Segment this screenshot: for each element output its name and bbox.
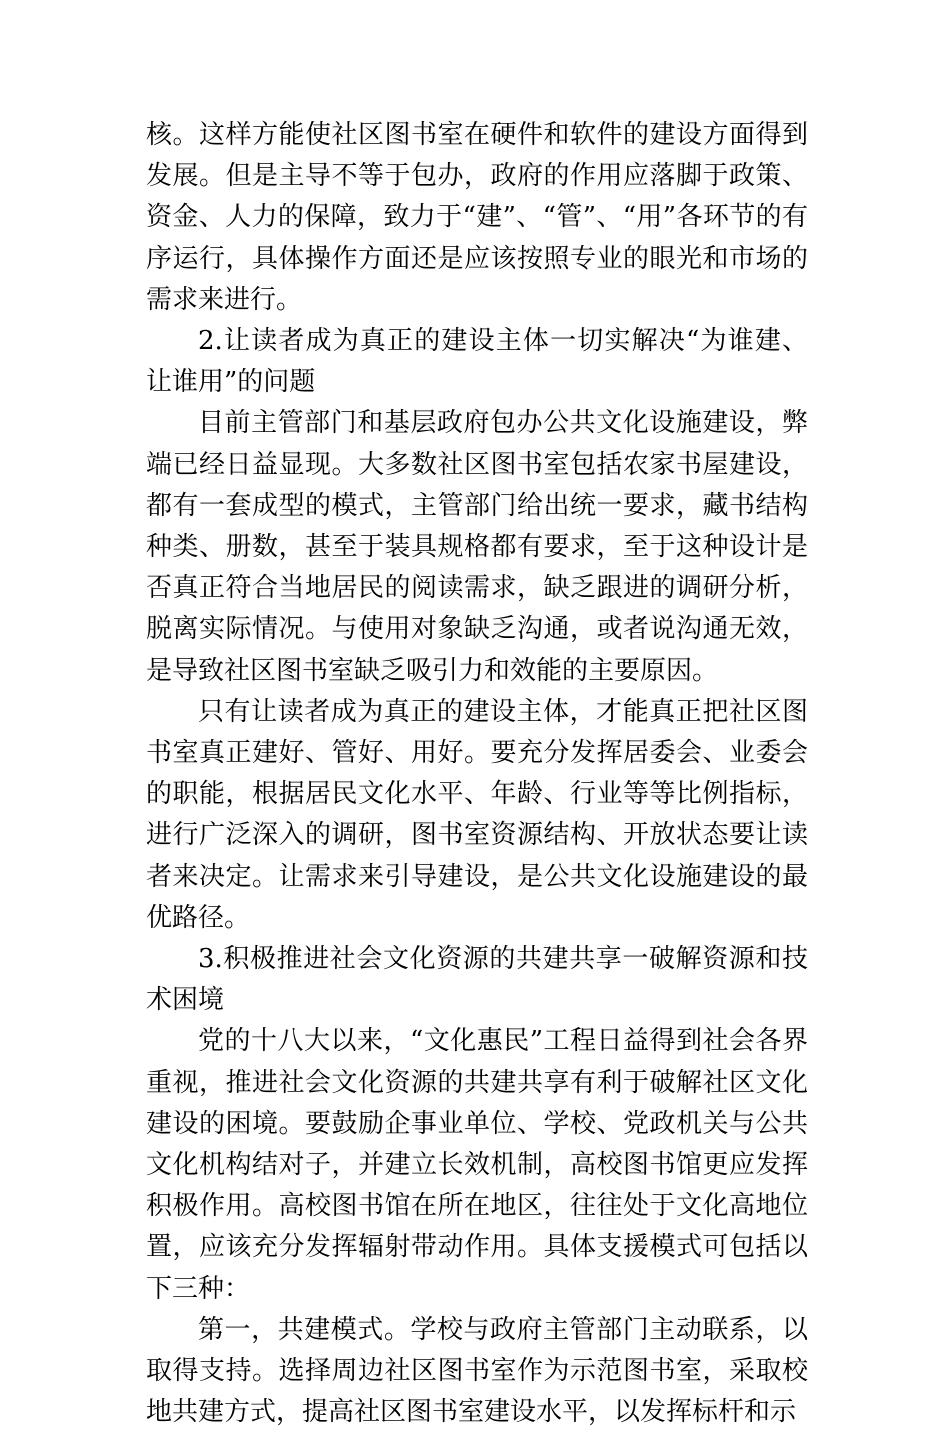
section-heading-3: 3.积极推进社会文化资源的共建共享一破解资源和技术困境 <box>146 944 808 1016</box>
paragraph: 目前主管部门和基层政府包办公共文化设施建设，弊端已经日益显现。大多数社区图书室包括农家书屋建设，都有一套成型的模式，主管部门给出统一要求，藏书结构种类、册数，甚至于装具规格都有要求，至于这种设计是否真正符合当地居民的阅读需求，缺乏跟进的调研分析，脱离实际情况。与使用对象缺乏沟通，或者说沟通无效，是导致社区图书室缺乏吸引力和效能的主要原因。 <box>146 408 808 686</box>
paragraph-continuation: 核。这样方能使社区图书室在硬件和软件的建设方面得到发展。但是主导不等于包办，政府的作用应落脚于政策、资金、人力的保障，致力于“建”、“管”、“用”各环节的有序运行，具体操作方面还是应该按照专业的眼光和市场的需求来进行。 <box>146 120 808 315</box>
paragraph: 第一，共建模式。学校与政府主管部门主动联系，以取得支持。选择周边社区图书室作为示范图书室，采取校地共建方式，提高社区图书室建设水平，以发挥标杆和示 <box>146 1314 808 1428</box>
paragraph: 只有让读者成为真正的建设主体，才能真正把社区图书室真正建好、管好、用好。要充分发挥居委会、业委会的职能，根据居民文化水平、年龄、行业等等比例指标，进行广泛深入的调研，图书室资源结构、开放状态要让读者来决定。让需求来引导建设，是公共文化设施建设的最优路径。 <box>146 696 808 933</box>
paragraph: 党的十八大以来，“文化惠民”工程日益得到社会各界重视，推进社会文化资源的共建共享有利于破解社区文化建设的困境。要鼓励企事业单位、学校、党政机关与公共文化机构结对子，并建立长效机制，高校图书馆更应发挥积极作用。高校图书馆在所在地区，往往处于文化高地位置，应该充分发挥辐射带动作用。具体支援模式可包括以下三种： <box>146 1026 808 1304</box>
section-heading-2: 2.让读者成为真正的建设主体一切实解决“为谁建、让谁用”的问题 <box>146 326 808 398</box>
body-text <box>146 115 808 1434</box>
